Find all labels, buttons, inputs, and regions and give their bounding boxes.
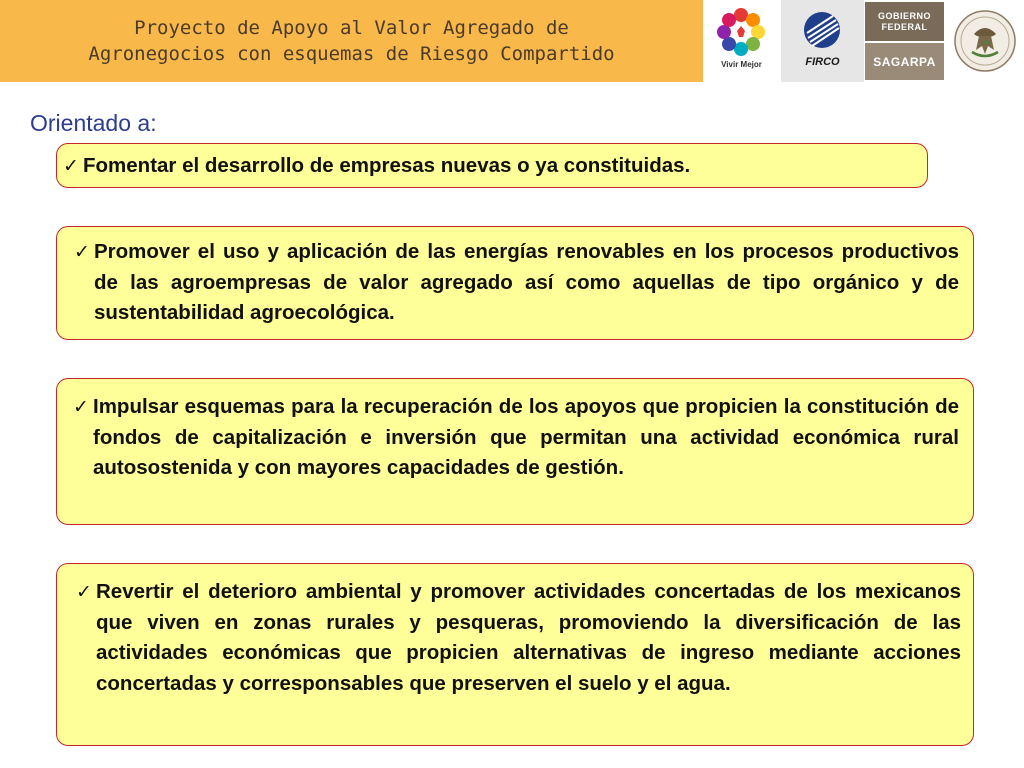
objective-text-1	[63, 152, 923, 180]
national-seal-icon	[946, 0, 1024, 82]
objective-text-2	[74, 237, 959, 329]
objective-box-4	[56, 563, 974, 746]
objective-label: Revertir el deterioro ambiental y promover actividades concertadas de los mexicanos que viven en zonas rurales y pesqueras, promoviendo la diversificación de las actividades económicas que propicien alternativas de ingreso mediante acciones concertadas y corresponsables que preserven el suelo y el agua.	[96, 580, 961, 695]
checkmark-icon: ✓	[63, 155, 79, 177]
vivir-mejor-logo	[703, 0, 780, 82]
section-title: Orientado a:	[30, 110, 157, 136]
sagarpa-label: SAGARPA	[873, 54, 936, 69]
federal-label: FEDERAL	[881, 21, 928, 32]
sagarpa-block	[865, 43, 944, 80]
gobierno-federal-sagarpa-logo	[865, 0, 944, 82]
flower-icon	[703, 0, 780, 60]
gobierno-label: GOBIERNO	[877, 10, 931, 21]
objective-label: Impulsar esquemas para la recuperación de los apoyos que propicien la constitución de fondos de capitalización e inversión que permitan una actividad económica rural autosostenida y con mayores capacidades de gestión.	[93, 395, 959, 479]
objective-box-1	[56, 143, 928, 188]
objective-text-4	[76, 577, 961, 699]
checkmark-icon: ✓	[74, 241, 90, 263]
mexico-seal-logo	[946, 0, 1024, 82]
objective-box-3	[56, 378, 974, 525]
firco-label: FIRCO	[805, 56, 840, 68]
checkmark-icon: ✓	[76, 581, 92, 603]
objective-box-2	[56, 226, 974, 340]
objective-label: Fomentar el desarrollo de empresas nuevas o ya constituidas.	[83, 154, 691, 177]
objective-text-3	[73, 392, 959, 484]
logo-strip	[703, 0, 1024, 82]
vivir-mejor-label: Vivir Mejor	[721, 60, 762, 69]
checkmark-icon: ✓	[73, 396, 89, 418]
gobierno-federal-block	[865, 2, 944, 41]
header-banner	[0, 0, 703, 82]
header-title-line-2: Agronegocios con esquemas de Riesgo Compartido	[88, 43, 615, 65]
firco-logo	[781, 0, 864, 82]
header-title-line-1: Proyecto de Apoyo al Valor Agregado de	[134, 17, 569, 39]
firco-emblem-icon	[781, 0, 864, 56]
objective-label: Promover el uso y aplicación de las energías renovables en los procesos productivos de las agroempresas de valor agregado así como aquellas de tipo orgánico y de sustentabilidad agroecológica.	[94, 240, 959, 324]
